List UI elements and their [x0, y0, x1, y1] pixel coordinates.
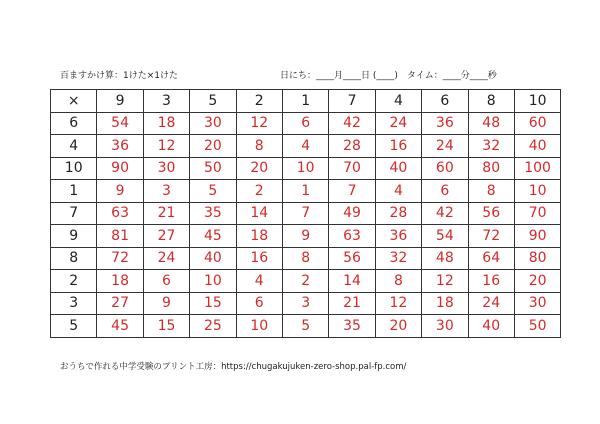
answer-cell: 3: [282, 292, 328, 315]
answer-cell: 5: [190, 180, 236, 203]
table-row: [51, 292, 561, 315]
multiplication-grid: [50, 89, 561, 338]
answer-cell: 25: [190, 315, 236, 338]
table-row: [51, 225, 561, 248]
answer-cell: 14: [236, 202, 282, 225]
answer-cell: 5: [282, 315, 328, 338]
column-header-cell: 1: [282, 90, 328, 113]
answer-cell: 28: [375, 202, 421, 225]
answer-cell: 36: [97, 135, 143, 158]
answer-cell: 9: [97, 180, 143, 203]
answer-cell: 90: [97, 157, 143, 180]
header-row: [51, 90, 561, 113]
answer-cell: 45: [190, 225, 236, 248]
answer-cell: 63: [329, 225, 375, 248]
answer-cell: 27: [97, 292, 143, 315]
answer-cell: 30: [190, 112, 236, 135]
answer-cell: 35: [190, 202, 236, 225]
answer-cell: 15: [143, 315, 189, 338]
answer-cell: 56: [329, 247, 375, 270]
answer-cell: 50: [190, 157, 236, 180]
answer-cell: 60: [422, 157, 468, 180]
answer-cell: 30: [422, 315, 468, 338]
answer-cell: 21: [329, 292, 375, 315]
answer-cell: 70: [514, 202, 560, 225]
table-row: [51, 180, 561, 203]
answer-cell: 45: [97, 315, 143, 338]
answer-cell: 27: [143, 225, 189, 248]
row-header-cell: 8: [51, 247, 97, 270]
column-header-cell: 4: [375, 90, 421, 113]
answer-cell: 63: [97, 202, 143, 225]
answer-cell: 4: [282, 135, 328, 158]
answer-cell: 8: [468, 180, 514, 203]
row-header-cell: 6: [51, 112, 97, 135]
row-header-cell: 2: [51, 270, 97, 293]
answer-cell: 18: [422, 292, 468, 315]
answer-cell: 15: [190, 292, 236, 315]
answer-cell: 40: [375, 157, 421, 180]
corner-cell: ×: [51, 90, 97, 113]
answer-cell: 7: [282, 202, 328, 225]
answer-cell: 21: [143, 202, 189, 225]
table-row: [51, 202, 561, 225]
answer-cell: 80: [514, 247, 560, 270]
answer-cell: 8: [236, 135, 282, 158]
answer-cell: 70: [329, 157, 375, 180]
answer-cell: 40: [190, 247, 236, 270]
table-row: [51, 157, 561, 180]
answer-cell: 12: [143, 135, 189, 158]
answer-cell: 14: [329, 270, 375, 293]
answer-cell: 6: [143, 270, 189, 293]
answer-cell: 40: [514, 135, 560, 158]
answer-cell: 18: [97, 270, 143, 293]
answer-cell: 12: [375, 292, 421, 315]
answer-cell: 81: [97, 225, 143, 248]
answer-cell: 35: [329, 315, 375, 338]
answer-cell: 6: [282, 112, 328, 135]
answer-cell: 2: [236, 180, 282, 203]
answer-cell: 42: [329, 112, 375, 135]
answer-cell: 32: [468, 135, 514, 158]
answer-cell: 10: [282, 157, 328, 180]
answer-cell: 54: [422, 225, 468, 248]
answer-cell: 16: [236, 247, 282, 270]
answer-cell: 9: [143, 292, 189, 315]
answer-cell: 8: [375, 270, 421, 293]
answer-cell: 1: [282, 180, 328, 203]
answer-cell: 32: [375, 247, 421, 270]
answer-cell: 24: [468, 292, 514, 315]
column-header-cell: 7: [329, 90, 375, 113]
answer-cell: 40: [468, 315, 514, 338]
row-header-cell: 4: [51, 135, 97, 158]
table-row: [51, 315, 561, 338]
answer-cell: 90: [514, 225, 560, 248]
answer-cell: 36: [375, 225, 421, 248]
answer-cell: 20: [514, 270, 560, 293]
answer-cell: 60: [514, 112, 560, 135]
answer-cell: 7: [329, 180, 375, 203]
answer-cell: 3: [143, 180, 189, 203]
answer-cell: 30: [514, 292, 560, 315]
table-row: [51, 247, 561, 270]
column-header-cell: 2: [236, 90, 282, 113]
date-time-line: 日にち：____月____日 (____) タイム：____分____秒: [280, 71, 497, 81]
answer-cell: 20: [236, 157, 282, 180]
column-header-cell: 5: [190, 90, 236, 113]
column-header-cell: 9: [97, 90, 143, 113]
answer-cell: 10: [190, 270, 236, 293]
answer-cell: 24: [375, 112, 421, 135]
answer-cell: 28: [329, 135, 375, 158]
answer-cell: 72: [97, 247, 143, 270]
answer-cell: 8: [282, 247, 328, 270]
answer-cell: 16: [468, 270, 514, 293]
answer-cell: 30: [143, 157, 189, 180]
footer-credit: おうちで作れる中学受験のプリント工房：https://chugakujuken-zero-shop.pal-fp.com/: [60, 362, 407, 372]
answer-cell: 6: [236, 292, 282, 315]
column-header-cell: 10: [514, 90, 560, 113]
answer-cell: 48: [422, 247, 468, 270]
answer-cell: 48: [468, 112, 514, 135]
answer-cell: 20: [190, 135, 236, 158]
answer-cell: 64: [468, 247, 514, 270]
answer-cell: 54: [97, 112, 143, 135]
row-header-cell: 3: [51, 292, 97, 315]
table-row: [51, 270, 561, 293]
answer-cell: 12: [236, 112, 282, 135]
row-header-cell: 5: [51, 315, 97, 338]
answer-cell: 10: [236, 315, 282, 338]
answer-cell: 100: [514, 157, 560, 180]
answer-cell: 24: [143, 247, 189, 270]
answer-cell: 6: [422, 180, 468, 203]
worksheet-title: 百ますかけ算：1けた×1けた: [60, 71, 178, 81]
answer-cell: 18: [143, 112, 189, 135]
table-row: [51, 135, 561, 158]
answer-cell: 20: [375, 315, 421, 338]
row-header-cell: 9: [51, 225, 97, 248]
answer-cell: 9: [282, 225, 328, 248]
answer-cell: 2: [282, 270, 328, 293]
answer-cell: 16: [375, 135, 421, 158]
answer-cell: 36: [422, 112, 468, 135]
row-header-cell: 1: [51, 180, 97, 203]
column-header-cell: 3: [143, 90, 189, 113]
answer-cell: 49: [329, 202, 375, 225]
answer-cell: 24: [422, 135, 468, 158]
answer-cell: 12: [422, 270, 468, 293]
answer-cell: 50: [514, 315, 560, 338]
row-header-cell: 10: [51, 157, 97, 180]
answer-cell: 42: [422, 202, 468, 225]
answer-cell: 80: [468, 157, 514, 180]
row-header-cell: 7: [51, 202, 97, 225]
column-header-cell: 6: [422, 90, 468, 113]
answer-cell: 10: [514, 180, 560, 203]
answer-cell: 4: [236, 270, 282, 293]
table-row: [51, 112, 561, 135]
grid-body: [51, 90, 561, 338]
answer-cell: 72: [468, 225, 514, 248]
column-header-cell: 8: [468, 90, 514, 113]
answer-cell: 4: [375, 180, 421, 203]
answer-cell: 18: [236, 225, 282, 248]
answer-cell: 56: [468, 202, 514, 225]
